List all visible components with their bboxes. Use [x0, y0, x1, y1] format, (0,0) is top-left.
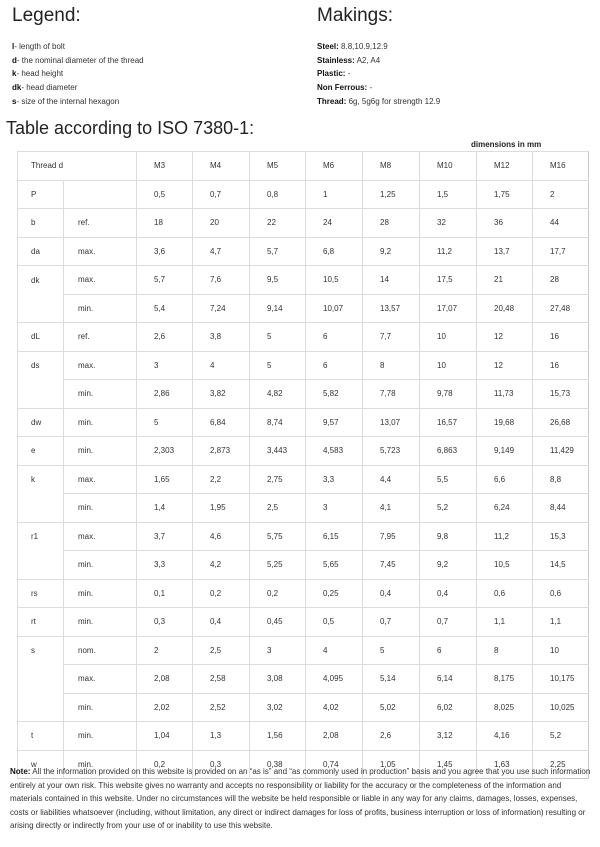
value-cell: 0,4 [193, 608, 250, 637]
value-cell: 4,82 [250, 380, 306, 409]
value-cell: 7,6 [193, 266, 250, 295]
param-cell: rt [18, 608, 64, 637]
value-cell: 16,57 [420, 408, 477, 437]
value-cell: 0,5 [306, 608, 363, 637]
value-cell: 0,8 [250, 180, 306, 209]
value-cell: 1,65 [137, 465, 193, 494]
value-cell: 9,14 [250, 294, 306, 323]
value-cell: 5,14 [363, 665, 420, 694]
param-cell [18, 380, 64, 409]
value-cell: 0,7 [420, 608, 477, 637]
note-label: Note: [10, 767, 31, 776]
value-cell: 6,14 [420, 665, 477, 694]
value-cell: 3 [137, 351, 193, 380]
table-row [18, 237, 589, 266]
table-row [18, 693, 589, 722]
value-cell: 9,149 [477, 437, 533, 466]
value-cell: 1,4 [137, 494, 193, 523]
table-row [18, 351, 589, 380]
value-cell: 2,303 [137, 437, 193, 466]
qualifier-cell: min. [64, 494, 137, 523]
qualifier-cell: min. [64, 750, 137, 779]
value-cell: 3,7 [137, 522, 193, 551]
makings-item: Stainless: A2, A4 [317, 55, 381, 65]
value-cell: 11,2 [477, 522, 533, 551]
value-cell: 11,2 [420, 237, 477, 266]
value-cell: 10 [420, 323, 477, 352]
param-cell: b [18, 209, 64, 238]
value-cell: 20 [193, 209, 250, 238]
header-cell: M3 [137, 152, 193, 181]
value-cell: 0,6 [477, 579, 533, 608]
value-cell: 3,3 [306, 465, 363, 494]
makings-item: Thread: 6g, 5g6g for strength 12.9 [317, 96, 441, 106]
table-row [18, 209, 589, 238]
value-cell: 2,75 [250, 465, 306, 494]
value-cell: 1,1 [533, 608, 589, 637]
value-cell: 7,95 [363, 522, 420, 551]
value-cell: 7,7 [363, 323, 420, 352]
value-cell: 13,7 [477, 237, 533, 266]
value-cell: 9,57 [306, 408, 363, 437]
value-cell: 1,3 [193, 722, 250, 751]
param-cell: rs [18, 579, 64, 608]
qualifier-cell: min. [64, 579, 137, 608]
value-cell: 1,05 [363, 750, 420, 779]
param-cell [18, 294, 64, 323]
value-cell: 2,2 [193, 465, 250, 494]
spec-table [17, 151, 589, 779]
value-cell: 3,12 [420, 722, 477, 751]
value-cell: 5 [250, 351, 306, 380]
value-cell: 0,7 [193, 180, 250, 209]
legend-list [12, 40, 302, 109]
value-cell: 5 [250, 323, 306, 352]
qualifier-cell: max. [64, 522, 137, 551]
note-text: All the information provided on this website is provided on an “as is” and “as commonly used in production” basis and you agree that you use such information entirely at your own risk. This website gives no warranty and accepts no responsibility or liability for the accuracy or the completeness of the information and materials contained in this website. Under no circumstances will the website be held responsible or liable in any way for any claims, damages, losses, expenses, costs or liabilities whatsoever (including, without limitation, any direct or indirect damages for loss of profits, business interruption or loss of information) resulting or arising directly or indirectly from your use of or inability to use this website. [10, 767, 591, 831]
value-cell: 15,3 [533, 522, 589, 551]
value-cell: 0,2 [193, 579, 250, 608]
header-cell: M6 [306, 152, 363, 181]
value-cell: 3,443 [250, 437, 306, 466]
value-cell: 2 [137, 636, 193, 665]
makings-item: Non Ferrous: - [317, 83, 373, 93]
value-cell: 7,24 [193, 294, 250, 323]
value-cell: 4 [306, 636, 363, 665]
table-row [18, 294, 589, 323]
value-cell: 4,2 [193, 551, 250, 580]
value-cell: 28 [533, 266, 589, 295]
value-cell: 3,3 [137, 551, 193, 580]
param-cell: ds [18, 351, 64, 380]
value-cell: 6 [306, 323, 363, 352]
value-cell: 6,863 [420, 437, 477, 466]
value-cell: 2 [533, 180, 589, 209]
legend-item: k- head height [12, 69, 64, 79]
value-cell: 8,74 [250, 408, 306, 437]
table-row [18, 494, 589, 523]
value-cell: 2,6 [137, 323, 193, 352]
table-row [18, 266, 589, 295]
value-cell: 6 [306, 351, 363, 380]
value-cell: 17,5 [420, 266, 477, 295]
table-row [18, 551, 589, 580]
header-cell: M12 [477, 152, 533, 181]
legend-item: l- length of bolt [12, 42, 65, 51]
table-row [18, 465, 589, 494]
value-cell: 2,86 [137, 380, 193, 409]
value-cell: 32 [420, 209, 477, 238]
value-cell: 4,4 [363, 465, 420, 494]
value-cell: 6,6 [477, 465, 533, 494]
param-cell: dw [18, 408, 64, 437]
makings-list [317, 40, 597, 109]
value-cell: 7,45 [363, 551, 420, 580]
header-cell: M10 [420, 152, 477, 181]
value-cell: 2,52 [193, 693, 250, 722]
param-cell [18, 665, 64, 694]
value-cell: 0,25 [306, 579, 363, 608]
value-cell: 8 [477, 636, 533, 665]
table-row [18, 636, 589, 665]
value-cell: 5,2 [533, 722, 589, 751]
table-row [18, 180, 589, 209]
value-cell: 4,1 [363, 494, 420, 523]
value-cell: 12 [477, 323, 533, 352]
table-row [18, 323, 589, 352]
qualifier-cell: max. [64, 237, 137, 266]
table-header-row [18, 152, 589, 181]
value-cell: 4,583 [306, 437, 363, 466]
value-cell: 1,45 [420, 750, 477, 779]
value-cell: 24 [306, 209, 363, 238]
param-cell: e [18, 437, 64, 466]
value-cell: 8,8 [533, 465, 589, 494]
param-cell: t [18, 722, 64, 751]
value-cell: 15,73 [533, 380, 589, 409]
value-cell: 1,1 [477, 608, 533, 637]
header-cell: M8 [363, 152, 420, 181]
value-cell: 2,873 [193, 437, 250, 466]
value-cell: 0,3 [137, 608, 193, 637]
value-cell: 7,78 [363, 380, 420, 409]
legend-title: Legend: [12, 5, 81, 26]
value-cell: 10,025 [533, 693, 589, 722]
value-cell: 0,45 [250, 608, 306, 637]
value-cell: 10,07 [306, 294, 363, 323]
makings-item: Plastic: - [317, 69, 351, 79]
value-cell: 6 [420, 636, 477, 665]
value-cell: 9,2 [420, 551, 477, 580]
value-cell: 12 [477, 351, 533, 380]
table-row [18, 380, 589, 409]
value-cell: 0,5 [137, 180, 193, 209]
param-cell: s [18, 636, 64, 665]
value-cell: 44 [533, 209, 589, 238]
header-cell: M5 [250, 152, 306, 181]
param-cell [18, 551, 64, 580]
value-cell: 17,7 [533, 237, 589, 266]
value-cell: 5,5 [420, 465, 477, 494]
dimensions-label: dimensions in mm [471, 140, 542, 149]
value-cell: 5,82 [306, 380, 363, 409]
value-cell: 6,02 [420, 693, 477, 722]
value-cell: 4,6 [193, 522, 250, 551]
legend-item: dk- head diameter [12, 83, 78, 93]
qualifier-cell: min. [64, 608, 137, 637]
value-cell: 9,5 [250, 266, 306, 295]
value-cell: 2,02 [137, 693, 193, 722]
value-cell: 11,429 [533, 437, 589, 466]
value-cell: 1,04 [137, 722, 193, 751]
value-cell: 21 [477, 266, 533, 295]
param-cell [18, 494, 64, 523]
param-cell: w [18, 750, 64, 779]
value-cell: 10 [420, 351, 477, 380]
value-cell: 2,08 [306, 722, 363, 751]
value-cell: 4,16 [477, 722, 533, 751]
value-cell: 9,2 [363, 237, 420, 266]
value-cell: 14,5 [533, 551, 589, 580]
table-row [18, 579, 589, 608]
value-cell: 5,2 [420, 494, 477, 523]
value-cell: 6,84 [193, 408, 250, 437]
value-cell: 0,2 [137, 750, 193, 779]
value-cell: 28 [363, 209, 420, 238]
makings-item: Steel: 8.8,10.9,12.9 [317, 42, 388, 51]
value-cell: 2,6 [363, 722, 420, 751]
makings-section [317, 4, 597, 109]
value-cell: 8,44 [533, 494, 589, 523]
value-cell: 10 [533, 636, 589, 665]
value-cell: 10,5 [306, 266, 363, 295]
qualifier-cell: nom. [64, 636, 137, 665]
value-cell: 10,5 [477, 551, 533, 580]
qualifier-cell: min. [64, 294, 137, 323]
value-cell: 8 [363, 351, 420, 380]
qualifier-cell: min. [64, 380, 137, 409]
value-cell: 0,38 [250, 750, 306, 779]
value-cell: 0,4 [363, 579, 420, 608]
legend-item: d- the nominal diameter of the thread [12, 55, 144, 65]
value-cell: 4,02 [306, 693, 363, 722]
disclaimer-note [10, 765, 592, 833]
value-cell: 26,68 [533, 408, 589, 437]
qualifier-cell: min. [64, 722, 137, 751]
value-cell: 17,07 [420, 294, 477, 323]
value-cell: 14 [363, 266, 420, 295]
header-cell: Thread d [18, 152, 137, 181]
value-cell: 3,08 [250, 665, 306, 694]
value-cell: 6,24 [477, 494, 533, 523]
value-cell: 0,1 [137, 579, 193, 608]
value-cell: 5,7 [250, 237, 306, 266]
legend-item: s- size of the internal hexagon [12, 96, 120, 106]
value-cell: 2,5 [193, 636, 250, 665]
qualifier-cell: min. [64, 693, 137, 722]
qualifier-cell: ref. [64, 323, 137, 352]
value-cell: 1,5 [420, 180, 477, 209]
qualifier-cell [64, 180, 137, 209]
value-cell: 2,58 [193, 665, 250, 694]
header-cell: M16 [533, 152, 589, 181]
qualifier-cell: min. [64, 437, 137, 466]
value-cell: 0,6 [533, 579, 589, 608]
legend-section [12, 4, 302, 109]
qualifier-cell: min. [64, 551, 137, 580]
qualifier-cell: max. [64, 351, 137, 380]
qualifier-cell: max. [64, 665, 137, 694]
value-cell: 18 [137, 209, 193, 238]
param-cell: dk [18, 266, 64, 295]
param-cell: dL [18, 323, 64, 352]
value-cell: 2,08 [137, 665, 193, 694]
value-cell: 10,175 [533, 665, 589, 694]
value-cell: 19,68 [477, 408, 533, 437]
qualifier-cell: min. [64, 408, 137, 437]
value-cell: 5,25 [250, 551, 306, 580]
qualifier-cell: max. [64, 266, 137, 295]
value-cell: 3 [250, 636, 306, 665]
table-row [18, 608, 589, 637]
param-cell: r1 [18, 522, 64, 551]
table-row [18, 437, 589, 466]
value-cell: 8,175 [477, 665, 533, 694]
value-cell: 6,8 [306, 237, 363, 266]
table-row [18, 408, 589, 437]
table-title: Table according to ISO 7380-1: [6, 118, 255, 138]
value-cell: 13,57 [363, 294, 420, 323]
value-cell: 5,75 [250, 522, 306, 551]
value-cell: 1 [306, 180, 363, 209]
header-cell: M4 [193, 152, 250, 181]
param-cell: da [18, 237, 64, 266]
value-cell: 0,74 [306, 750, 363, 779]
value-cell: 3,02 [250, 693, 306, 722]
value-cell: 3 [306, 494, 363, 523]
value-cell: 3,8 [193, 323, 250, 352]
param-cell: k [18, 465, 64, 494]
value-cell: 5,02 [363, 693, 420, 722]
qualifier-cell: ref. [64, 209, 137, 238]
value-cell: 27,48 [533, 294, 589, 323]
param-cell: P [18, 180, 64, 209]
value-cell: 9,78 [420, 380, 477, 409]
table-row [18, 522, 589, 551]
value-cell: 6,15 [306, 522, 363, 551]
value-cell: 1,25 [363, 180, 420, 209]
value-cell: 16 [533, 351, 589, 380]
value-cell: 22 [250, 209, 306, 238]
value-cell: 1,63 [477, 750, 533, 779]
value-cell: 16 [533, 323, 589, 352]
value-cell: 2,25 [533, 750, 589, 779]
value-cell: 4,095 [306, 665, 363, 694]
makings-title: Makings: [317, 5, 394, 26]
value-cell: 4,7 [193, 237, 250, 266]
value-cell: 1,56 [250, 722, 306, 751]
value-cell: 4 [193, 351, 250, 380]
value-cell: 13,07 [363, 408, 420, 437]
value-cell: 0,4 [420, 579, 477, 608]
value-cell: 5 [363, 636, 420, 665]
value-cell: 5,723 [363, 437, 420, 466]
value-cell: 2,5 [250, 494, 306, 523]
value-cell: 5,4 [137, 294, 193, 323]
value-cell: 3,82 [193, 380, 250, 409]
value-cell: 1,75 [477, 180, 533, 209]
value-cell: 0,2 [250, 579, 306, 608]
qualifier-cell: max. [64, 465, 137, 494]
value-cell: 1,95 [193, 494, 250, 523]
table-row [18, 722, 589, 751]
table-row [18, 665, 589, 694]
value-cell: 36 [477, 209, 533, 238]
value-cell: 5 [137, 408, 193, 437]
value-cell: 3,6 [137, 237, 193, 266]
value-cell: 5,65 [306, 551, 363, 580]
value-cell: 8,025 [477, 693, 533, 722]
value-cell: 20,48 [477, 294, 533, 323]
value-cell: 9,8 [420, 522, 477, 551]
value-cell: 0,3 [193, 750, 250, 779]
value-cell: 0,7 [363, 608, 420, 637]
value-cell: 11,73 [477, 380, 533, 409]
value-cell: 5,7 [137, 266, 193, 295]
param-cell [18, 693, 64, 722]
